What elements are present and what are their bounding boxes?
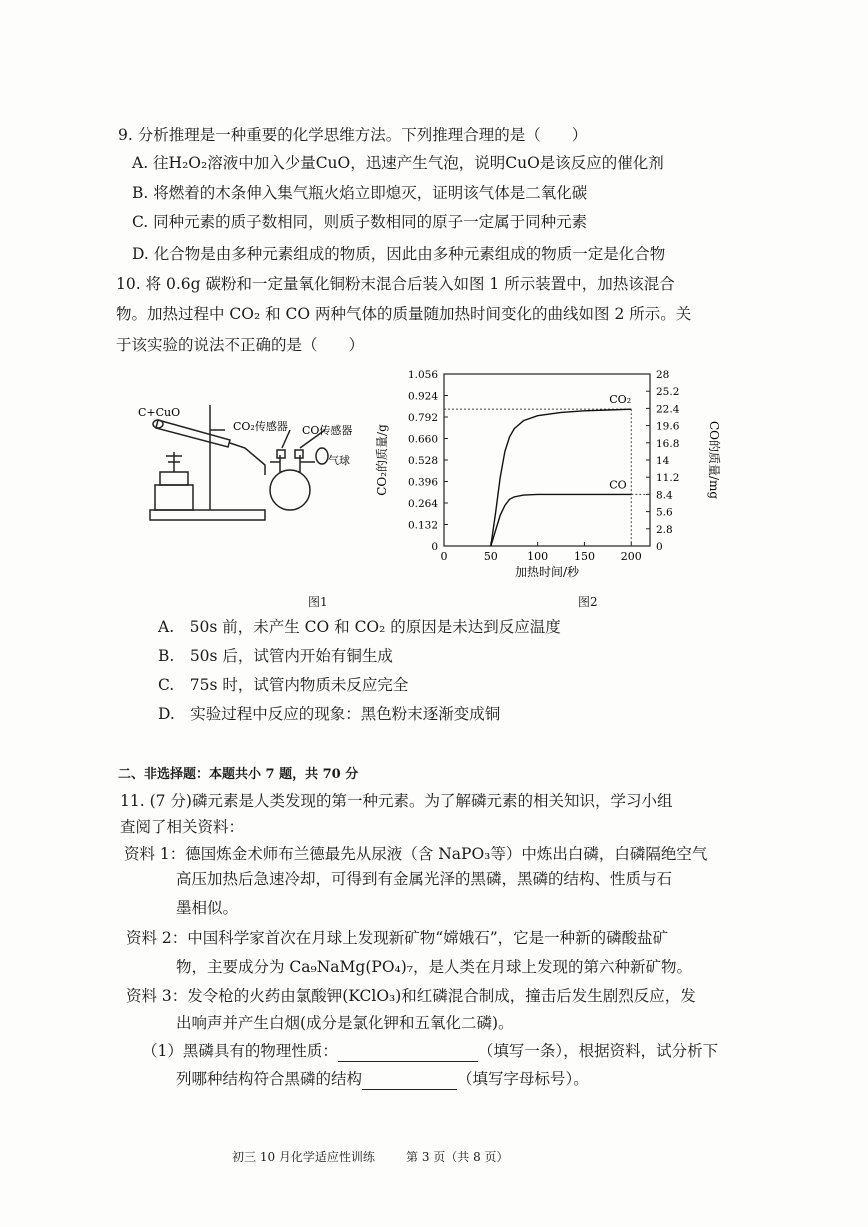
q10-stem-3: 于该实验的说法不正确的是（ ） [116, 336, 365, 354]
q9-option-a: A. 往H₂O₂溶液中加入少量CuO，迅速产生气泡，说明CuO是该反应的催化剂 [132, 154, 664, 172]
balloon [316, 448, 328, 464]
x-tick-label: 100 [527, 550, 549, 563]
y-tick-label: 0.264 [407, 498, 438, 510]
q10-option-a: A. 50s 前，未产生 CO 和 CO₂ 的原因是未达到反应温度 [158, 618, 561, 636]
y2-tick-label: 22.4 [656, 403, 680, 416]
series-label: CO₂ [609, 393, 632, 407]
material2-line-2: 物，主要成分为 Ca₉NaMg(PO₄)₇，是人类在月球上发现的第六种新矿物。 [176, 958, 692, 976]
y-axis-title: CO₂的质量/g [375, 424, 389, 496]
y2-tick-label: 14 [656, 455, 670, 467]
co2-sensor [277, 450, 285, 458]
q11-line-1: 11. (7 分)磷元素是人类发现的第一种元素。为了解磷元素的相关知识，学习小组 [120, 792, 673, 810]
figure1-caption: 图1 [308, 595, 328, 609]
question-1-suffix: （填写字母标号）。 [457, 1070, 589, 1088]
question-1-mid: （填写一条），根据资料，试分析下 [477, 1042, 719, 1060]
label-co2-sensor: CO₂传感器 [233, 420, 288, 433]
q10-option-c: C. 75s 时，试管内物质未反应完全 [158, 676, 409, 694]
x-tick-label: 150 [573, 550, 595, 563]
q9-option-c: C. 同种元素的质子数相同，则质子数相同的原子一定属于同种元素 [132, 213, 588, 231]
y2-tick-label: 25.2 [656, 386, 680, 399]
figure2-caption: 图2 [578, 595, 598, 609]
q10-option-b: B. 50s 后，试管内开始有铜生成 [158, 647, 393, 665]
y-tick-label: 0.924 [407, 390, 438, 403]
y2-tick-label: 8.4 [656, 489, 673, 502]
q9-option-b: B. 将燃着的木条伸入集气瓶火焰立即熄灭，证明该气体是二氧化碳 [132, 184, 588, 202]
question-1-prefix: （1）黑磷具有的物理性质： [142, 1042, 338, 1060]
label-co-sensor: CO传感器 [302, 424, 353, 437]
y-tick-label: 0.528 [407, 455, 438, 467]
y2-tick-label: 16.8 [656, 437, 680, 450]
material2-line-1: 资料 2：中国科学家首次在月球上发现新矿物“嫦娥石”，它是一种新的磷酸盐矿 [126, 929, 669, 947]
q11-line-2: 查阅了相关资料： [120, 818, 245, 836]
co-sensor [295, 450, 303, 458]
series-label: CO [609, 478, 627, 492]
material3-line-2: 出响声并产生白烟(成分是氯化钾和五氧化二磷)。 [176, 1014, 514, 1032]
series-line-co [491, 494, 631, 546]
x-tick-label: 200 [620, 550, 642, 563]
material3-line-1: 资料 3：发令枪的火药由氯酸钾(KClO₃)和红磷混合制成，撞击后发生剧烈反应，发 [126, 987, 696, 1005]
question-1-line2-prefix: 列哪种结构符合黑磷的结构 [176, 1070, 363, 1088]
label-reactant: C+CuO [138, 406, 181, 419]
y2-tick-label: 0 [656, 541, 663, 553]
test-tube [156, 420, 230, 447]
question-1-line-1 [142, 1040, 718, 1062]
y-tick-label: 0.132 [407, 519, 438, 532]
material1-line-2: 高压加热后急速冷却，可得到有金属光泽的黑磷，黑磷的结构、性质与石 [176, 870, 673, 888]
y2-tick-label: 5.6 [656, 506, 673, 519]
y-tick-label: 0 [431, 541, 438, 553]
burner-block [155, 485, 193, 510]
x-axis-title: 加热时间/秒 [514, 565, 580, 579]
y-tick-label: 0.792 [407, 412, 438, 424]
y-tick-label: 1.056 [407, 369, 438, 381]
y-tick-label: 0.660 [407, 433, 438, 446]
x-tick-label: 50 [483, 550, 498, 563]
y2-tick-label: 11.2 [656, 472, 680, 485]
material1-line-1: 资料 1：德国炼金术师布兰德最先从尿液（含 NaPO₃等）中炼出白磷，白磷隔绝空气 [124, 845, 708, 863]
y2-tick-label: 28 [656, 369, 670, 381]
section-title: 二、非选择题：本题共小 7 题，共 70 分 [118, 767, 359, 782]
q10-stem-2: 物。加热过程中 CO₂ 和 CO 两种气体的质量随加热时间变化的曲线如图 2 所示。关 [116, 305, 692, 323]
q10-option-d: D. 实验过程中反应的现象：黑色粉末逐渐变成铜 [158, 705, 501, 723]
apparatus-diagram [130, 390, 360, 540]
flask [270, 470, 310, 510]
label-balloon: 气球 [328, 454, 350, 467]
gas-mass-chart [372, 360, 722, 585]
y2-axis-title: CO的质量/mg [707, 420, 721, 500]
question-1-line-2 [176, 1068, 589, 1090]
answer-blank-physical-property[interactable] [338, 1043, 478, 1062]
q9-stem: 9. 分析推理是一种重要的化学思维方法。下列推理合理的是（ ） [118, 126, 588, 144]
y2-tick-label: 19.6 [656, 420, 680, 433]
x-tick-label: 0 [440, 550, 448, 563]
q9-option-d: D. 化合物是由多种元素组成的物质，因此由多种元素组成的物质一定是化合物 [132, 245, 666, 263]
y-tick-label: 0.396 [407, 476, 438, 489]
answer-blank-structure[interactable] [362, 1071, 457, 1090]
stand-base [150, 510, 265, 520]
footer-page-number: 第 3 页（共 8 页） [406, 1150, 509, 1164]
material1-line-3: 墨相似。 [176, 899, 239, 917]
footer-title: 初三 10 月化学适应性训练 [232, 1150, 375, 1164]
y2-tick-label: 2.8 [656, 523, 673, 536]
q10-stem-1: 10. 将 0.6g 碳粉和一定量氧化铜粉末混合后装入如图 1 所示装置中，加热该混合 [116, 275, 675, 293]
